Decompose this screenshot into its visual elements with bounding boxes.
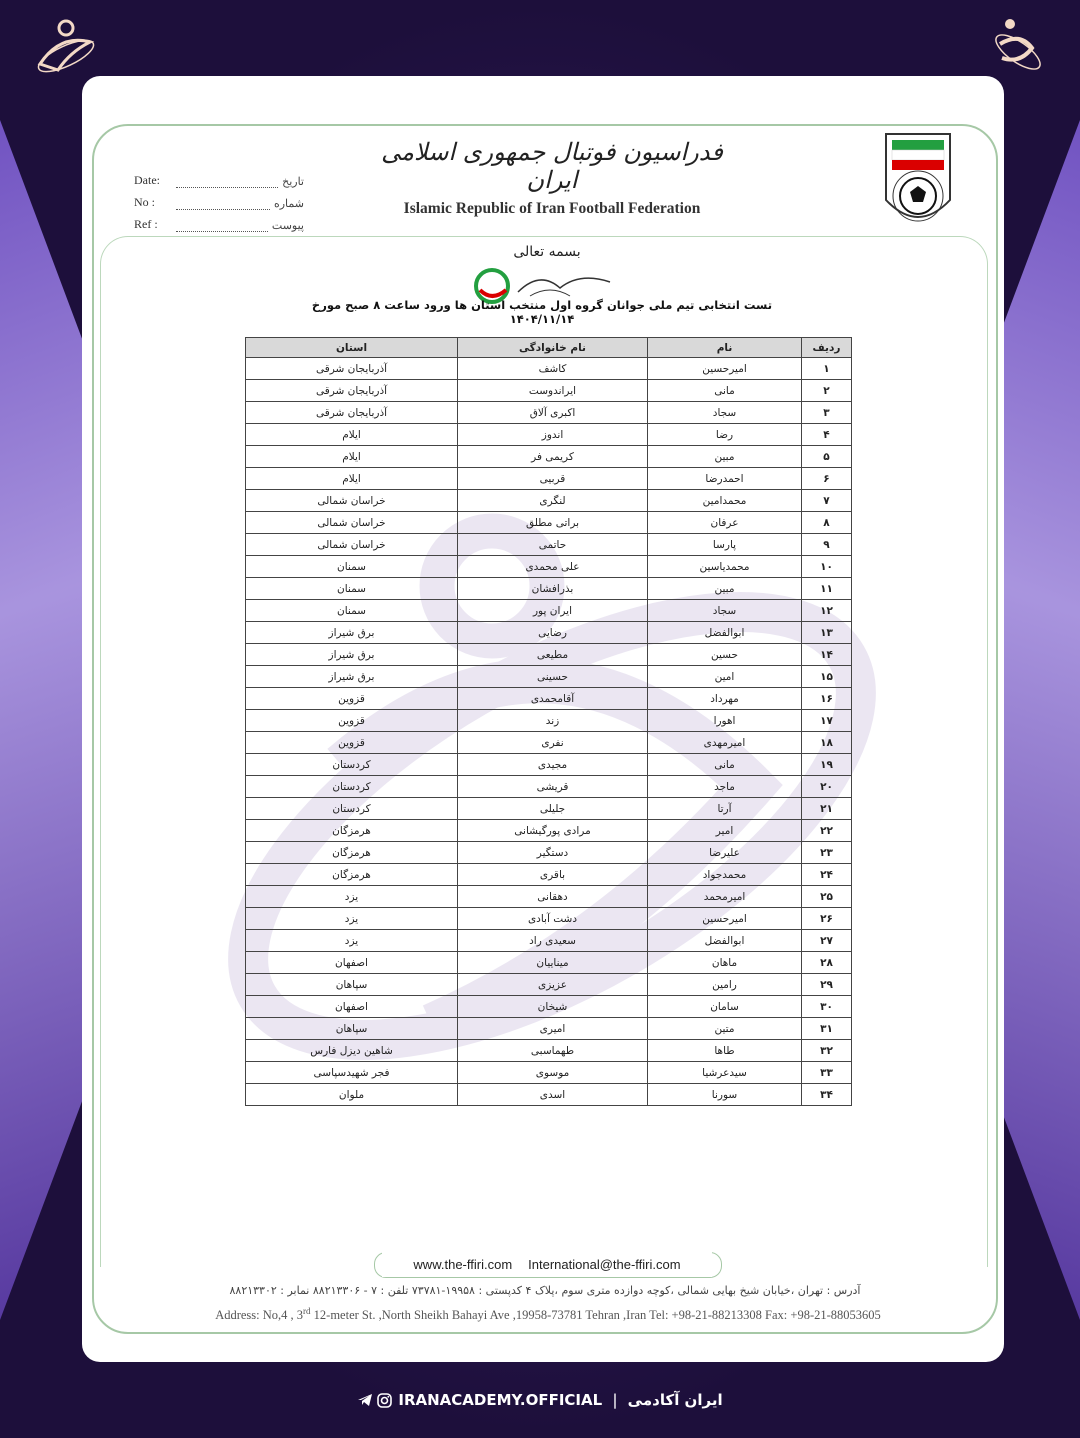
cell-last-name: قریشی	[458, 776, 648, 798]
table-row	[246, 974, 852, 996]
table-row	[246, 886, 852, 908]
cell-first-name: سجاد	[648, 402, 802, 424]
table-row	[246, 776, 852, 798]
cell-province: ایلام	[246, 424, 458, 446]
cell-province: سمنان	[246, 578, 458, 600]
cell-first-name: پارسا	[648, 534, 802, 556]
federation-name-fa: فدراسیون فوتبال جمهوری اسلامی ایران	[381, 138, 723, 194]
cell-row-number: ۴	[802, 424, 852, 446]
cell-province: آذربایجان شرقی	[246, 380, 458, 402]
cell-last-name: دشت آبادی	[458, 908, 648, 930]
cell-row-number: ۳۱	[802, 1018, 852, 1040]
cell-province: هرمزگان	[246, 864, 458, 886]
cell-row-number: ۲۷	[802, 930, 852, 952]
cell-last-name: امیری	[458, 1018, 648, 1040]
cell-first-name: امیرمحمد	[648, 886, 802, 908]
cell-first-name: حسین	[648, 644, 802, 666]
cell-province: ایلام	[246, 468, 458, 490]
cell-last-name: طهماسبی	[458, 1040, 648, 1062]
cell-first-name: مانی	[648, 754, 802, 776]
cell-province: یزد	[246, 886, 458, 908]
cell-province: قزوین	[246, 710, 458, 732]
cell-province: سپاهان	[246, 974, 458, 996]
cell-last-name: میناییان	[458, 952, 648, 974]
table-row	[246, 424, 852, 446]
cell-row-number: ۲۰	[802, 776, 852, 798]
cell-province: سمنان	[246, 556, 458, 578]
cell-first-name: مانی	[648, 380, 802, 402]
cell-first-name: رامین	[648, 974, 802, 996]
cell-first-name: علیرضا	[648, 842, 802, 864]
cell-row-number: ۷	[802, 490, 852, 512]
table-row	[246, 490, 852, 512]
column-header-last-name: نام خانوادگی	[458, 338, 648, 358]
cell-row-number: ۶	[802, 468, 852, 490]
cell-province: کردستان	[246, 754, 458, 776]
cell-row-number: ۲۹	[802, 974, 852, 996]
cell-last-name: سعیدی راد	[458, 930, 648, 952]
cell-province: اصفهان	[246, 996, 458, 1018]
cell-last-name: مطیعی	[458, 644, 648, 666]
cell-first-name: مبین	[648, 446, 802, 468]
federation-name-en: Islamic Republic of Iran Football Federation	[403, 200, 701, 217]
cell-first-name: امیر	[648, 820, 802, 842]
cell-last-name: مرادی پورگیشانی	[458, 820, 648, 842]
table-row	[246, 710, 852, 732]
table-row	[246, 402, 852, 424]
cell-last-name: جلیلی	[458, 798, 648, 820]
address-fa: آدرس : تهران ،خیابان شیخ بهایی شمالی ،کوچه دوازده متری سوم ،پلاک ۴ کدپستی : ۱۹۹۵۸-۷۳۷۸۱ تلفن : ۷ - ۸۸۲۱۳۳۰۶ نمابر : ۸۸۲۱۳۳۰۲	[229, 1284, 861, 1297]
cell-last-name: اکبری آلاق	[458, 402, 648, 424]
brand-handle[interactable]: IRANACADEMY.OFFICIAL	[398, 1391, 603, 1409]
cell-row-number: ۸	[802, 512, 852, 534]
table-row	[246, 446, 852, 468]
cell-last-name: باقری	[458, 864, 648, 886]
table-row	[246, 556, 852, 578]
social-icons	[357, 1393, 392, 1408]
cell-last-name: زند	[458, 710, 648, 732]
cell-province: هرمزگان	[246, 842, 458, 864]
cell-province: قزوین	[246, 688, 458, 710]
table-row	[246, 1018, 852, 1040]
cell-province: هرمزگان	[246, 820, 458, 842]
cell-first-name: سجاد	[648, 600, 802, 622]
cell-last-name: دهقانی	[458, 886, 648, 908]
cell-province: یزد	[246, 908, 458, 930]
cell-first-name: ابوالفضل	[648, 622, 802, 644]
cell-province: خراسان شمالی	[246, 512, 458, 534]
table-row	[246, 578, 852, 600]
cell-last-name: اندوز	[458, 424, 648, 446]
cell-first-name: سامان	[648, 996, 802, 1018]
cell-first-name: محمدجواد	[648, 864, 802, 886]
cell-last-name: آقامحمدی	[458, 688, 648, 710]
website-link[interactable]: www.the-ffiri.com	[413, 1256, 513, 1272]
cell-first-name: مهرداد	[648, 688, 802, 710]
table-row	[246, 600, 852, 622]
cell-row-number: ۲	[802, 380, 852, 402]
table-row	[246, 908, 852, 930]
table-row	[246, 930, 852, 952]
letter-meta-fields	[134, 166, 304, 232]
column-header-first-name: نام	[648, 338, 802, 358]
cell-province: یزد	[246, 930, 458, 952]
cell-row-number: ۱۳	[802, 622, 852, 644]
cell-row-number: ۱۰	[802, 556, 852, 578]
cell-last-name: نفری	[458, 732, 648, 754]
cell-province: برق شیراز	[246, 622, 458, 644]
cell-province: برق شیراز	[246, 666, 458, 688]
cell-row-number: ۳۴	[802, 1084, 852, 1106]
cell-last-name: کریمی فر	[458, 446, 648, 468]
table-row	[246, 644, 852, 666]
letter-paper	[82, 76, 1004, 1362]
cell-row-number: ۱۱	[802, 578, 852, 600]
table-row	[246, 1040, 852, 1062]
cell-last-name: بذرافشان	[458, 578, 648, 600]
cell-province: خراسان شمالی	[246, 490, 458, 512]
cell-first-name: ابوالفضل	[648, 930, 802, 952]
table-row	[246, 842, 852, 864]
cell-first-name: سورنا	[648, 1084, 802, 1106]
table-row	[246, 534, 852, 556]
cell-row-number: ۲۴	[802, 864, 852, 886]
cell-last-name: رضایی	[458, 622, 648, 644]
cell-last-name: عزیزی	[458, 974, 648, 996]
table-row	[246, 358, 852, 380]
players-table	[245, 337, 852, 1106]
cell-row-number: ۱۹	[802, 754, 852, 776]
brand-separator: |	[612, 1391, 618, 1409]
column-header-province: استان	[246, 338, 458, 358]
cell-last-name: لنگری	[458, 490, 648, 512]
cell-province: آذربایجان شرقی	[246, 358, 458, 380]
email-link[interactable]: International@the-ffiri.com	[528, 1256, 681, 1272]
footer-contact	[382, 1251, 712, 1277]
cell-last-name: ایراندوست	[458, 380, 648, 402]
cell-row-number: ۱۸	[802, 732, 852, 754]
table-row	[246, 688, 852, 710]
cell-first-name: طاها	[648, 1040, 802, 1062]
cell-first-name: احمدرضا	[648, 468, 802, 490]
table-row	[246, 754, 852, 776]
table-row	[246, 864, 852, 886]
table-row	[246, 1084, 852, 1106]
table-row	[246, 512, 852, 534]
cell-last-name: براتی مطلق	[458, 512, 648, 534]
table-row	[246, 732, 852, 754]
cell-row-number: ۲۵	[802, 886, 852, 908]
cell-last-name: کاشف	[458, 358, 648, 380]
federation-crest-icon	[882, 130, 954, 234]
cell-row-number: ۲۶	[802, 908, 852, 930]
cell-last-name: شیخان	[458, 996, 648, 1018]
cell-row-number: ۳۰	[802, 996, 852, 1018]
cell-last-name: حاتمی	[458, 534, 648, 556]
cell-row-number: ۲۱	[802, 798, 852, 820]
meta-date: Date: تاریخ	[134, 173, 304, 188]
cell-province: فجر شهیدسپاسی	[246, 1062, 458, 1084]
cell-first-name: سیدعرشیا	[648, 1062, 802, 1084]
cell-first-name: امین	[648, 666, 802, 688]
cell-province: ایلام	[246, 446, 458, 468]
cell-row-number: ۱	[802, 358, 852, 380]
cell-first-name: رضا	[648, 424, 802, 446]
cell-first-name: اهورا	[648, 710, 802, 732]
cell-province: برق شیراز	[246, 644, 458, 666]
cell-last-name: قربیی	[458, 468, 648, 490]
table-row	[246, 1062, 852, 1084]
cell-province: ملوان	[246, 1084, 458, 1106]
cell-row-number: ۱۶	[802, 688, 852, 710]
cell-first-name: امیرمهدی	[648, 732, 802, 754]
cell-province: کردستان	[246, 798, 458, 820]
cell-row-number: ۲۲	[802, 820, 852, 842]
meta-number: No : شماره	[134, 195, 304, 210]
cell-last-name: ایران پور	[458, 600, 648, 622]
cell-last-name: مجیدی	[458, 754, 648, 776]
table-header-row	[246, 338, 852, 358]
cell-row-number: ۳۲	[802, 1040, 852, 1062]
instagram-icon[interactable]	[377, 1393, 392, 1408]
cell-first-name: عرفان	[648, 512, 802, 534]
cell-province: خراسان شمالی	[246, 534, 458, 556]
cell-row-number: ۹	[802, 534, 852, 556]
table-row	[246, 622, 852, 644]
cell-province: کردستان	[246, 776, 458, 798]
cell-last-name: علی محمدی	[458, 556, 648, 578]
cell-province: شاهین دیزل فارس	[246, 1040, 458, 1062]
cell-first-name: ماهان	[648, 952, 802, 974]
cell-first-name: مبین	[648, 578, 802, 600]
bismillah: بسمه تعالی	[513, 244, 581, 260]
telegram-icon[interactable]	[357, 1393, 373, 1407]
address-en: Address: No,4 , 3rd 12-meter St. ,North Sheikh Bahayi Ave ,19958-73781 Tehran ,Iran Tel: +98-21-88213308 Fax: +98-21-88053605	[215, 1306, 881, 1323]
table-row	[246, 666, 852, 688]
cell-row-number: ۲۳	[802, 842, 852, 864]
table-row	[246, 820, 852, 842]
cell-province: سمنان	[246, 600, 458, 622]
academy-logo-icon-left	[30, 14, 100, 78]
academy-logo-icon-right	[980, 14, 1050, 78]
cell-last-name: موسوی	[458, 1062, 648, 1084]
table-row	[246, 798, 852, 820]
cell-row-number: ۲۸	[802, 952, 852, 974]
brand-bar	[0, 1385, 1080, 1415]
cell-province: آذربایجان شرقی	[246, 402, 458, 424]
document-title: تست انتخابی تیم ملی جوانان گروه اول منتخب استان ها ورود ساعت ۸ صبح مورخ ۱۴۰۴/۱۱/۱۴	[311, 298, 773, 326]
cell-first-name: امیرحسین	[648, 908, 802, 930]
column-header-row-number: ردیف	[802, 338, 852, 358]
brand-name-fa: ایران آکادمی	[627, 1391, 723, 1409]
cell-last-name: اسدی	[458, 1084, 648, 1106]
cell-row-number: ۱۴	[802, 644, 852, 666]
cell-row-number: ۱۵	[802, 666, 852, 688]
table-row	[246, 468, 852, 490]
cell-first-name: محمدیاسین	[648, 556, 802, 578]
cell-province: سپاهان	[246, 1018, 458, 1040]
table-row	[246, 952, 852, 974]
cell-first-name: متین	[648, 1018, 802, 1040]
cell-last-name: حسینی	[458, 666, 648, 688]
table-row	[246, 996, 852, 1018]
meta-ref: Ref : پیوست	[134, 217, 304, 232]
cell-first-name: امیرحسین	[648, 358, 802, 380]
cell-first-name: ماجد	[648, 776, 802, 798]
table-row	[246, 380, 852, 402]
cell-first-name: آرتا	[648, 798, 802, 820]
cell-row-number: ۱۷	[802, 710, 852, 732]
cell-row-number: ۱۲	[802, 600, 852, 622]
cell-province: قزوین	[246, 732, 458, 754]
cell-row-number: ۵	[802, 446, 852, 468]
cell-first-name: محمدامین	[648, 490, 802, 512]
cell-province: اصفهان	[246, 952, 458, 974]
cell-row-number: ۳	[802, 402, 852, 424]
cell-last-name: دستگیر	[458, 842, 648, 864]
cell-row-number: ۳۳	[802, 1062, 852, 1084]
